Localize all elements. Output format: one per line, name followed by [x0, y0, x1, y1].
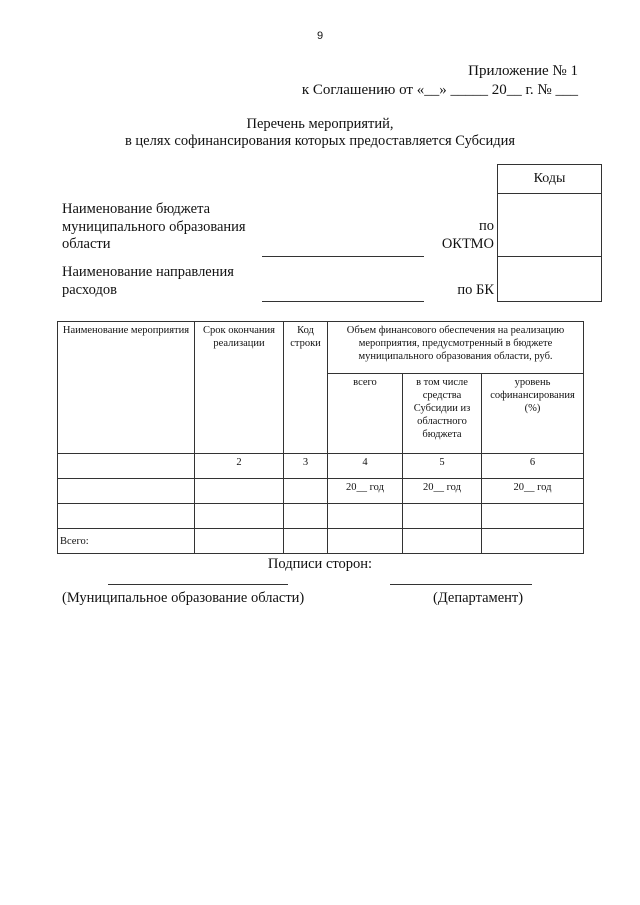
header-volume: Объем финансового обеспечения на реализацию мероприятия, предусмотренный в бюджете муниципального образования области, руб. [328, 322, 584, 374]
table-row [58, 504, 584, 529]
subheader-level: уровень софинансирования (%) [482, 374, 584, 454]
table-number-row [58, 454, 584, 479]
oktmo-label [420, 218, 494, 253]
table-cell[interactable] [403, 504, 482, 529]
number-cell-6: 6 [482, 454, 584, 479]
title-line2: в целях софинансирования которых предоставляется Субсидия [124, 133, 516, 149]
table-cell[interactable] [284, 504, 328, 529]
codes-header: Коды [498, 165, 602, 194]
table-cell[interactable] [482, 504, 584, 529]
table-total-row [58, 529, 584, 554]
subheader-subsidy: в том числе средства Субсидии из областного бюджета [403, 374, 482, 454]
header-name: Наименование мероприятия [58, 322, 195, 454]
table-cell[interactable] [328, 504, 403, 529]
oktmo-code-cell[interactable] [498, 194, 602, 257]
signature-line-left[interactable] [108, 584, 288, 585]
subheader-total: всего [328, 374, 403, 454]
signature-left-label: (Муниципальное образование области) [62, 590, 305, 606]
budget-label-line1: Наименование бюджета [62, 201, 211, 217]
number-cell-4: 4 [328, 454, 403, 479]
direction-label-line2: расходов [62, 281, 117, 298]
appendix-header [302, 62, 578, 100]
codes-table [497, 164, 602, 302]
number-cell-5: 5 [403, 454, 482, 479]
table-cell[interactable] [195, 529, 284, 554]
table-cell[interactable] [328, 529, 403, 554]
year-cell-level: 20__ год [482, 479, 584, 504]
header-code: Код строки [284, 322, 328, 454]
budget-label-line3: области [62, 236, 111, 252]
oktmo-label-line1: по [478, 218, 494, 234]
document-title [0, 116, 640, 150]
table-header-row [58, 322, 584, 374]
direction-underline[interactable] [262, 301, 424, 302]
signature-right-label: (Департамент) [433, 590, 524, 606]
table-cell[interactable] [58, 504, 195, 529]
budget-underline[interactable] [262, 256, 424, 257]
appendix-line2: к Соглашению от «__» _____ 20__ г. № ___ [301, 82, 578, 98]
table-cell[interactable] [58, 479, 195, 504]
year-cell-total: 20__ год [328, 479, 403, 504]
header-deadline: Срок окончания реализации [195, 322, 284, 454]
direction-label [62, 264, 234, 299]
budget-label [62, 201, 246, 254]
number-cell-2: 2 [195, 454, 284, 479]
signatures-title: Подписи сторон: [267, 556, 373, 572]
bk-code-cell[interactable] [498, 257, 602, 302]
appendix-line1: Приложение № 1 [468, 63, 578, 79]
total-label: Всего: [58, 529, 195, 554]
bk-label: по БК [457, 282, 494, 298]
number-cell-3: 3 [284, 454, 328, 479]
signature-line-right[interactable] [390, 584, 532, 585]
direction-label-line1: Наименование направления [62, 264, 234, 280]
title-line1: Перечень мероприятий, [246, 116, 394, 132]
year-cell-subsidy: 20__ год [403, 479, 482, 504]
table-cell[interactable] [284, 529, 328, 554]
measures-table [57, 321, 584, 554]
table-cell[interactable] [403, 529, 482, 554]
page-number: 9 [316, 30, 324, 42]
oktmo-label-line2: ОКТМО [441, 235, 494, 252]
budget-label-line2: муниципального образования [62, 218, 246, 235]
table-cell[interactable] [195, 479, 284, 504]
table-cell[interactable] [482, 529, 584, 554]
table-cell[interactable] [284, 479, 328, 504]
number-cell-1 [58, 454, 195, 479]
table-row [58, 479, 584, 504]
table-cell[interactable] [195, 504, 284, 529]
